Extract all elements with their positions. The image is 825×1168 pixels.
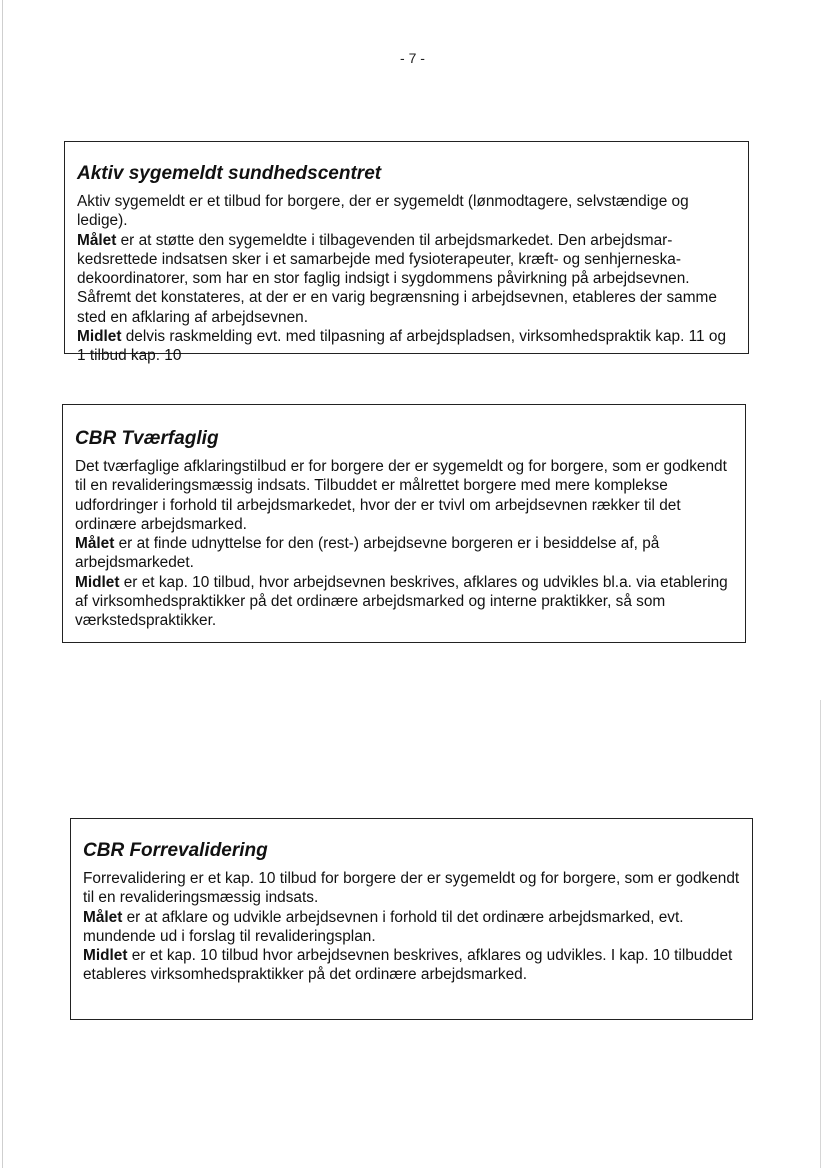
section-title: Aktiv sygemeldt sundhedscentret bbox=[77, 163, 382, 184]
section-goal bbox=[77, 231, 736, 327]
section-goal bbox=[75, 534, 733, 573]
means-label: Midlet bbox=[75, 573, 120, 591]
goal-label: Målet bbox=[75, 535, 115, 553]
section-title: CBR Tværfaglig bbox=[75, 428, 219, 449]
section-means bbox=[75, 573, 733, 631]
section-means bbox=[77, 327, 736, 366]
scan-edge-line bbox=[820, 700, 821, 1168]
section-intro: Det tværfaglige afklaringstilbud er for borgere der er sygemeldt og for borgere, som er godkendt til en revalideringsmæssig indsats. Tilbuddet er målrettet borgere med mere komplekse udfordringer i forhold til arbejdsmarkedet, hvor der er tvivl om arbejdsevnen rækker til det ordinære arbejdsmarked. bbox=[75, 458, 727, 533]
section-means bbox=[83, 946, 740, 985]
section-box-aktiv-sygemeldt bbox=[64, 141, 749, 365]
section-title: CBR Forrevalidering bbox=[83, 840, 268, 861]
means-text: delvis raskmelding evt. med tilpasning af arbejdspladsen, virksomhedspraktik kap. 11 og 1 tilbud kap. 10 bbox=[77, 328, 727, 365]
section-box-cbr-forrevalidering bbox=[70, 818, 753, 1020]
section-box-cbr-tvaerfaglig bbox=[62, 404, 746, 643]
scan-margin-line bbox=[2, 0, 3, 1168]
section-goal bbox=[83, 908, 740, 947]
goal-text: er at afklare og udvikle arbejdsevnen i forhold til det ordinære arbejdsmarked, evt. mundende ud i forslag til revalideringsplan. bbox=[83, 908, 684, 945]
section-intro: Forrevalidering er et kap. 10 tilbud for borgere der er sygemeldt og for borgere, som er godkendt til en revalideringsmæssig indsats. bbox=[83, 870, 740, 907]
goal-text: er at finde udnyttelse for den (rest-) arbejdsevne borgeren er i besiddelse af, på arbejdsmarkedet. bbox=[75, 535, 660, 572]
means-text: er et kap. 10 tilbud hvor arbejdsevnen beskrives, afklares og udvikles. I kap. 10 tilbuddet etableres virksomhedspraktikker på det ordinære arbejdsmarked. bbox=[83, 947, 733, 984]
means-label: Midlet bbox=[77, 328, 122, 346]
section-intro: Aktiv sygemeldt er et tilbud for borgere, der er sygemeldt (lønmodtagere, selvstændige og ledige). bbox=[77, 193, 689, 230]
means-label: Midlet bbox=[83, 947, 128, 965]
goal-label: Målet bbox=[83, 908, 123, 926]
page-number: - 7 - bbox=[400, 50, 425, 66]
goal-label: Målet bbox=[77, 231, 117, 249]
goal-text: er at støtte den sygemeldte i tilbagevenden til arbejdsmarkedet. Den arbejdsmar-kedsrettede indsatsen sker i et samarbejde med fysioterapeuter, kræft- og senhjerneska-dekoordinatorer, som har en stor faglig indsigt i sygdommens påvirkning på arbejdsevnen. Såfremt det konstateres, at der er en varig begrænsning i arbejdsevnen, etableres der samme sted en afklaring af arbejdsevnen. bbox=[77, 231, 717, 326]
means-text: er et kap. 10 tilbud, hvor arbejdsevnen beskrives, afklares og udvikles bl.a. via etablering af virksomhedspraktikker på det ordinære arbejdsmarked og interne praktikker, så som værkstedspraktikker. bbox=[75, 573, 728, 630]
